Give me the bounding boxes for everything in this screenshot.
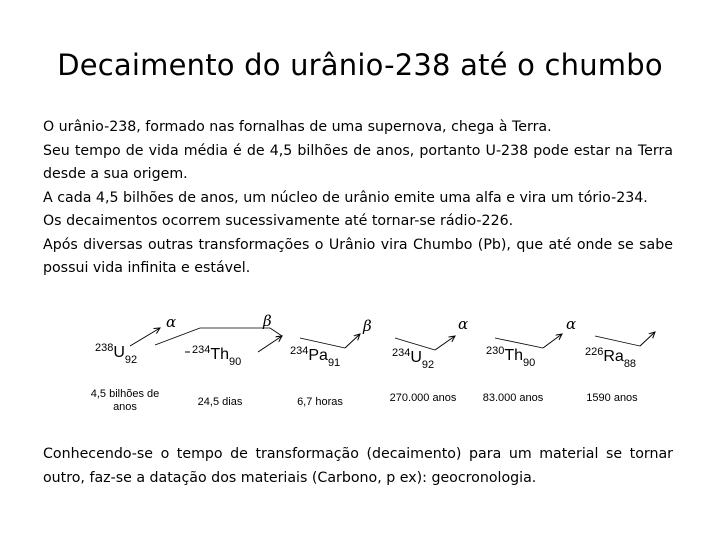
decay-arrow <box>345 334 360 348</box>
decay-arrow <box>258 336 282 352</box>
halflife-label: 4,5 bilhões de anos <box>90 388 160 413</box>
alpha-symbol: α <box>458 315 469 333</box>
slide-title: Decaimento do urânio-238 até o chumbo <box>57 48 663 82</box>
beta-symbol: β <box>263 312 272 330</box>
decay-arrow <box>543 334 562 348</box>
connector <box>595 336 640 346</box>
halflife-label: 270.000 anos <box>389 392 457 404</box>
halflife-label: 24,5 dias <box>197 396 243 408</box>
conclusion-text <box>43 443 673 490</box>
paragraph: Após diversas outras transformações o Urânio vira Chumbo (Pb), que até onde se sabe possui vida infinita e estável. <box>43 236 673 276</box>
nuclide: $^{234}U_{92}$ <box>392 347 435 371</box>
nuclide: $^{234}Pa_{91}$ <box>290 345 341 369</box>
decay-arrow <box>435 336 455 350</box>
halflife-label: 1590 anos <box>586 392 638 404</box>
paragraph: Os decaimentos ocorrem sucessivamente até tornar-se rádio-226. <box>43 213 514 229</box>
paragraph: Conhecendo-se o tempo de transformação (decaimento) para um material se tornar outro, faz-se a datação dos materiais (Carbono, p ex): geocronologia. <box>43 446 673 486</box>
decay-arrow <box>640 332 655 346</box>
nuclide: $^{238}U_{92}$ <box>95 342 138 366</box>
alpha-symbol: α <box>566 315 577 333</box>
connector <box>155 328 200 345</box>
nuclide: $^{234}Th_{90}$ <box>192 344 242 368</box>
paragraph: Seu tempo de vida média é de 4,5 bilhões de anos, portanto U-238 pode estar na Terra desde a sua origem. <box>43 142 673 182</box>
halflife-label: 6,7 horas <box>297 396 343 408</box>
paragraph: O urânio-238, formado nas fornalhas de uma supernova, chega à Terra. <box>43 119 552 135</box>
paragraph: A cada 4,5 bilhões de anos, um núcleo de urânio emite uma alfa e vira um tório-234. <box>43 189 648 206</box>
beta-symbol: β <box>363 317 372 335</box>
halflife-label: 83.000 anos <box>482 392 544 404</box>
decay-chain-diagram <box>0 300 720 430</box>
alpha-symbol: α <box>166 313 177 331</box>
nuclide: $^{230}Th_{90}$ <box>486 345 536 369</box>
nuclide: $^{226}Ra_{88}$ <box>585 346 637 370</box>
intro-text <box>43 116 673 281</box>
